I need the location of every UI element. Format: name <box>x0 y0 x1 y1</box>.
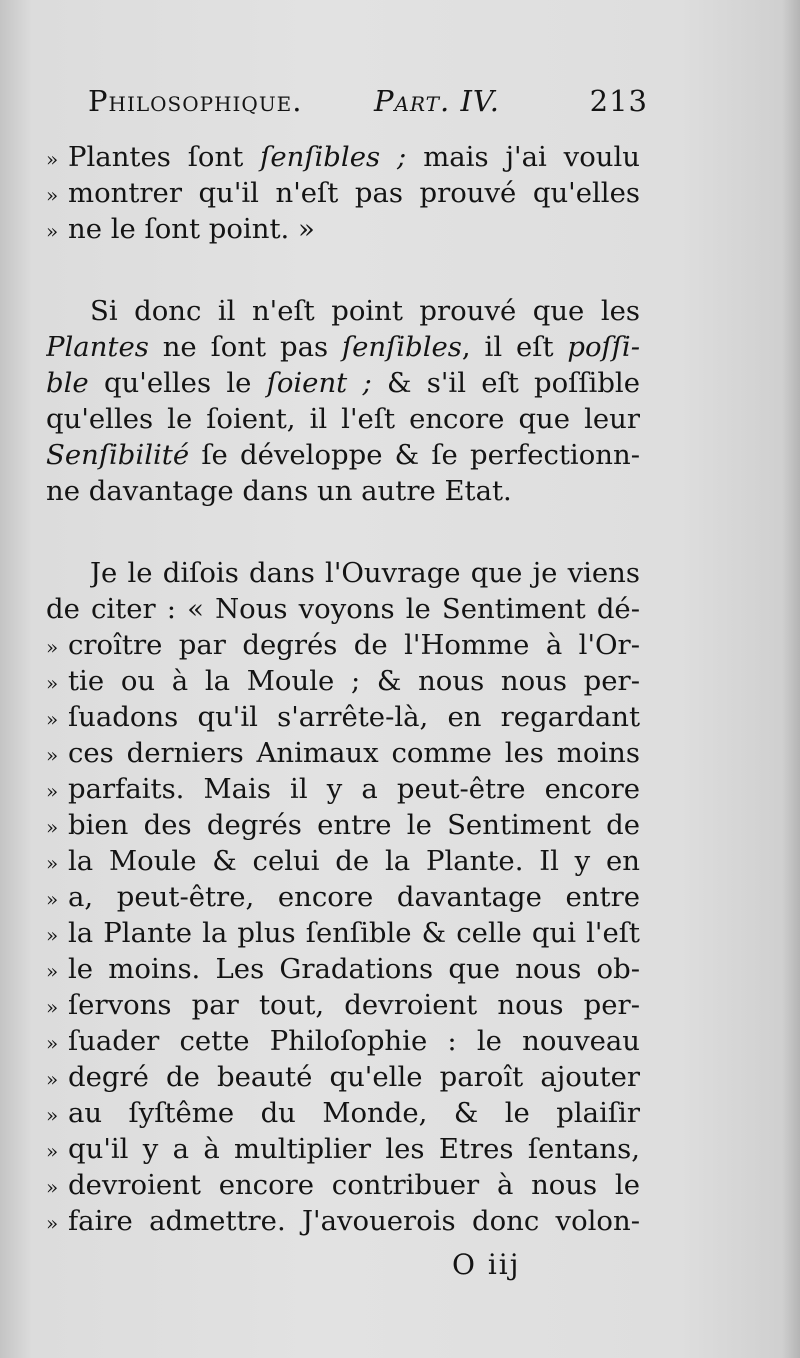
text-line: » au ſyſtême du Monde, & le plaiſir <box>46 1094 640 1132</box>
quote-mark: » <box>46 959 59 983</box>
text-line: » Plantes ſont ſenſibles ; mais j'ai voulu <box>46 138 640 176</box>
text-line: Plantes ne ſont pas ſenſibles, il eſt poſſi- <box>46 331 640 363</box>
quote-mark: » <box>46 923 59 947</box>
quote-mark: » <box>46 851 59 875</box>
text-line: » tie ou à la Moule ; & nous nous per- <box>46 662 640 700</box>
text-line: » devroient encore contribuer à nous le <box>46 1166 640 1204</box>
running-head-title: Philosophique. <box>88 84 303 118</box>
quote-mark: » <box>46 671 59 695</box>
text-line: » faire admettre. J'avouerois donc volon- <box>46 1202 640 1240</box>
quote-mark: » <box>46 779 59 803</box>
text-line: Si donc il n'eſt point prouvé que les <box>90 295 640 327</box>
text-line: de citer : « Nous voyons le Sentiment dé- <box>46 593 640 625</box>
text-line: » la Plante la plus ſenſible & celle qui l'eſt <box>46 914 640 952</box>
text-line: » parfaits. Mais il y a peut-être encore <box>46 770 640 808</box>
quote-mark: » <box>46 1103 59 1127</box>
quote-mark: » <box>46 1139 59 1163</box>
text-line: » ſervons par tout, devroient nous per- <box>46 986 640 1024</box>
text-line: » degré de beauté qu'elle paroît ajouter <box>46 1058 640 1096</box>
text-line: Senſibilité ſe développe & ſe perfectionn- <box>46 439 640 471</box>
quote-mark: » <box>46 219 59 243</box>
text-line: ne davantage dans un autre Etat. <box>46 475 512 507</box>
quote-mark: » <box>46 1175 59 1199</box>
quote-mark: » <box>46 1031 59 1055</box>
text-line: » bien des degrés entre le Sentiment de <box>46 806 640 844</box>
quote-mark: » <box>46 1211 59 1235</box>
quote-mark: » <box>46 147 59 171</box>
quote-mark: » <box>46 183 59 207</box>
text-line: » le moins. Les Gradations que nous ob- <box>46 950 640 988</box>
text-line: » ſuader cette Philoſophie : le nouveau <box>46 1022 640 1060</box>
quote-mark: » <box>46 815 59 839</box>
text-line: » montrer qu'il n'eſt pas prouvé qu'elles <box>46 174 640 212</box>
page-number: 213 <box>589 84 648 118</box>
text-line: » la Moule & celui de la Plante. Il y en <box>46 842 640 880</box>
quote-mark: » <box>46 887 59 911</box>
quote-mark: » <box>46 995 59 1019</box>
text-line: » ces derniers Animaux comme les moins <box>46 734 640 772</box>
printer-signature: O iij <box>452 1248 521 1281</box>
text-line: qu'elles le ſoient, il l'eſt encore que leur <box>46 403 640 435</box>
quote-mark: » <box>46 635 59 659</box>
text-line: » croître par degrés de l'Homme à l'Or- <box>46 626 640 664</box>
quote-mark: » <box>46 743 59 767</box>
text-line: ble qu'elles le ſoient ; & s'il eſt poſſible <box>46 367 640 399</box>
quote-mark: » <box>46 707 59 731</box>
running-head <box>88 84 648 128</box>
running-head-part: Part. IV. <box>374 84 500 118</box>
quote-mark: » <box>46 1067 59 1091</box>
text-line: » ne le ſont point. » <box>46 210 640 248</box>
page-edge-shadow <box>782 0 800 1358</box>
text-line: » qu'il y a à multiplier les Etres ſentans, <box>46 1130 640 1168</box>
text-line: » a, peut-être, encore davantage entre <box>46 878 640 916</box>
text-line: » ſuadons qu'il s'arrête-là, en regardant <box>46 698 640 736</box>
text-line: Je le diſois dans l'Ouvrage que je viens <box>90 557 640 589</box>
